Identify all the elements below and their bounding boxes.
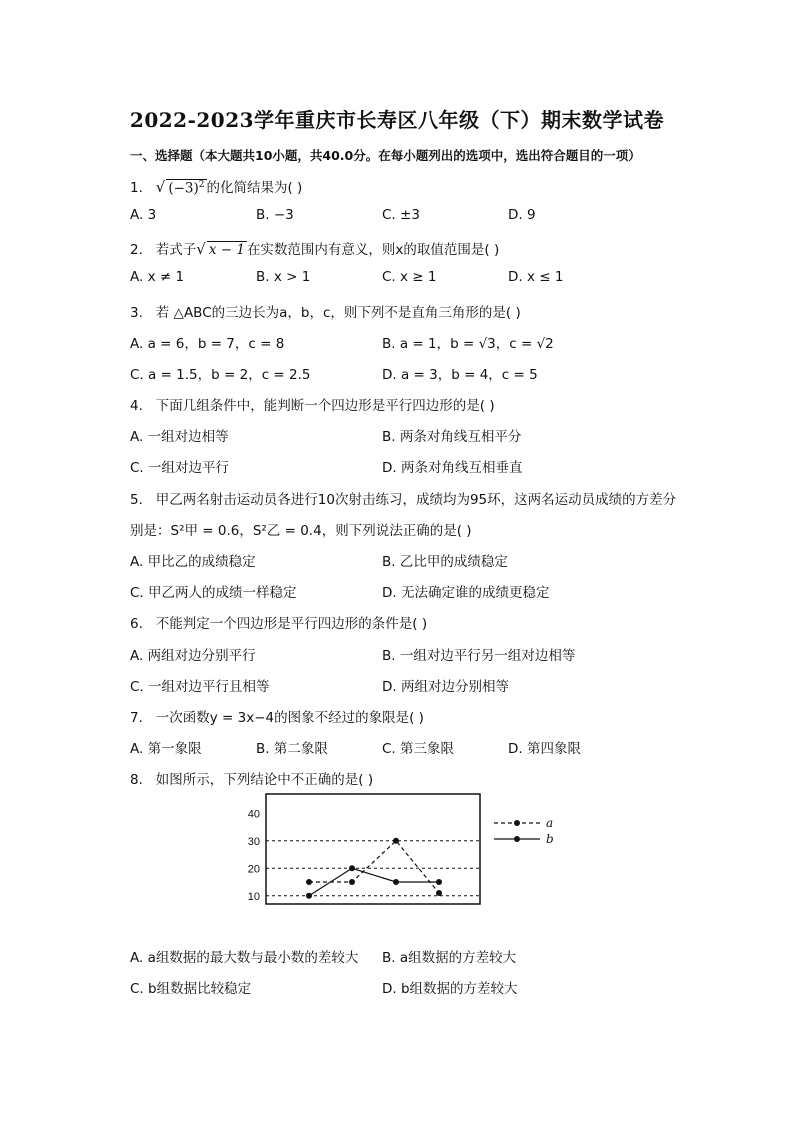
- data-point-b: [393, 879, 399, 885]
- data-point-b: [349, 865, 355, 871]
- option-b: B. a = 1，b = √3，c = √2: [382, 336, 554, 352]
- question-text: 甲乙两名射击运动员各进行10次射击练习，成绩均为95环，这两名运动员成绩的方差分: [155, 492, 677, 508]
- option-c: C. 第三象限: [382, 741, 455, 757]
- question-number: 1.: [130, 180, 143, 196]
- question-number: 6.: [130, 616, 143, 632]
- legend-label-b: b: [546, 832, 554, 846]
- legend-marker-b: [514, 836, 520, 842]
- option-c: C. x ≥ 1: [382, 269, 437, 285]
- y-tick-labels: [248, 808, 260, 903]
- question-number: 7.: [130, 710, 143, 726]
- option-d: D. a = 3，b = 4，c = 5: [382, 367, 538, 383]
- exam-title: 2022-2023学年重庆市长寿区八年级（下）期末数学试卷: [129, 108, 665, 132]
- question-8: [130, 768, 373, 788]
- data-point-a: [393, 838, 399, 844]
- question-number: 5.: [130, 492, 143, 508]
- question-1: [130, 176, 302, 196]
- option-d: D. x ≤ 1: [508, 269, 564, 285]
- line-chart: [236, 788, 566, 910]
- y-tick-label: 40: [247, 808, 260, 821]
- data-point-b: [306, 893, 312, 899]
- legend: [494, 816, 554, 846]
- y-tick-label: 10: [247, 890, 260, 903]
- question-2: 2. 若式子√ x − 1 在实数范围内有意义，则x的取值范围是( ): [130, 240, 500, 258]
- data-point-a: [436, 890, 442, 896]
- option-a: A. 两组对边分别平行: [130, 648, 256, 664]
- question-5: [130, 488, 676, 508]
- section-heading: 一、选择题（本大题共10小题，共40.0分。在每小题列出的选项中，选出符合题目的一项）: [130, 148, 641, 163]
- option-d: D. b组数据的方差较大: [382, 981, 518, 997]
- option-c: C. 甲乙两人的成绩一样稳定: [130, 585, 297, 601]
- radicand: x − 1: [208, 242, 245, 258]
- series-line-a: [309, 841, 439, 893]
- question-number: 8.: [130, 772, 143, 788]
- option-a: A. a组数据的最大数与最小数的差较大: [130, 950, 359, 966]
- plot-frame: [266, 794, 480, 904]
- data-point-a: [306, 879, 312, 885]
- gridlines: [266, 841, 480, 896]
- option-b: B. 第二象限: [256, 741, 328, 757]
- option-c: C. 一组对边平行: [130, 460, 230, 476]
- option-c: C. a = 1.5，b = 2，c = 2.5: [130, 367, 311, 383]
- option-c: C. b组数据比较稳定: [130, 981, 252, 997]
- question-text: 若 △ABC的三边长为a，b，c，则下列不是直角三角形的是( ): [155, 305, 521, 321]
- option-c: C. 一组对边平行且相等: [130, 679, 270, 695]
- option-b: B. −3: [256, 207, 294, 223]
- data-point-a: [349, 879, 355, 885]
- y-tick-label: 20: [247, 863, 260, 876]
- option-d: D. 无法确定谁的成绩更稳定: [382, 585, 550, 601]
- option-d: D. 9: [508, 207, 536, 223]
- question-5-continued: 别是：S²甲 = 0.6，S²乙 = 0.4，则下列说法正确的是( ): [130, 523, 472, 539]
- question-number: 4.: [130, 398, 143, 414]
- question-6: [130, 612, 427, 632]
- option-a: A. 第一象限: [130, 741, 202, 757]
- option-a: A. a = 6，b = 7，c = 8: [130, 336, 285, 352]
- radical-icon: √: [196, 240, 206, 258]
- option-a: A. 甲比乙的成绩稳定: [130, 554, 256, 570]
- series-line-b: [309, 868, 439, 896]
- question-3: [130, 301, 521, 321]
- question-text: 下面几组条件中，能判断一个四边形是平行四边形的是( ): [155, 398, 495, 414]
- question-number: 2.: [130, 242, 143, 258]
- question-number: 3.: [130, 305, 143, 321]
- legend-marker-a: [514, 820, 520, 826]
- option-b: B. 一组对边平行另一组对边相等: [382, 648, 576, 664]
- question-text: 如图所示，下列结论中不正确的是( ): [155, 772, 374, 788]
- question-text: 的化简结果为( ): [206, 180, 303, 196]
- option-a: A. x ≠ 1: [130, 269, 185, 285]
- data-point-b: [436, 879, 442, 885]
- question-text: 在实数范围内有意义，则x的取值范围是( ): [246, 242, 500, 258]
- legend-label-a: a: [546, 816, 554, 830]
- option-b: B. a组数据的方差较大: [382, 950, 517, 966]
- question-4: [130, 394, 495, 414]
- radical-icon: √: [155, 178, 166, 196]
- question-text: 不能判定一个四边形是平行四边形的条件是( ): [155, 616, 428, 632]
- option-d: D. 两组对边分别相等: [382, 679, 509, 695]
- question-text: 一次函数y = 3x−4的图象不经过的象限是( ): [155, 710, 424, 726]
- radicand: $(-3)^2$: [168, 179, 205, 196]
- y-tick-label: 30: [247, 835, 260, 848]
- option-a: A. 3: [130, 207, 157, 223]
- option-b: B. 乙比甲的成绩稳定: [382, 554, 508, 570]
- option-a: A. 一组对边相等: [130, 429, 229, 445]
- option-d: D. 两条对角线互相垂直: [382, 460, 523, 476]
- option-b: B. 两条对角线互相平分: [382, 429, 522, 445]
- option-c: C. ±3: [382, 207, 420, 223]
- question-7: [130, 706, 424, 726]
- option-d: D. 第四象限: [508, 741, 581, 757]
- option-b: B. x > 1: [256, 269, 311, 285]
